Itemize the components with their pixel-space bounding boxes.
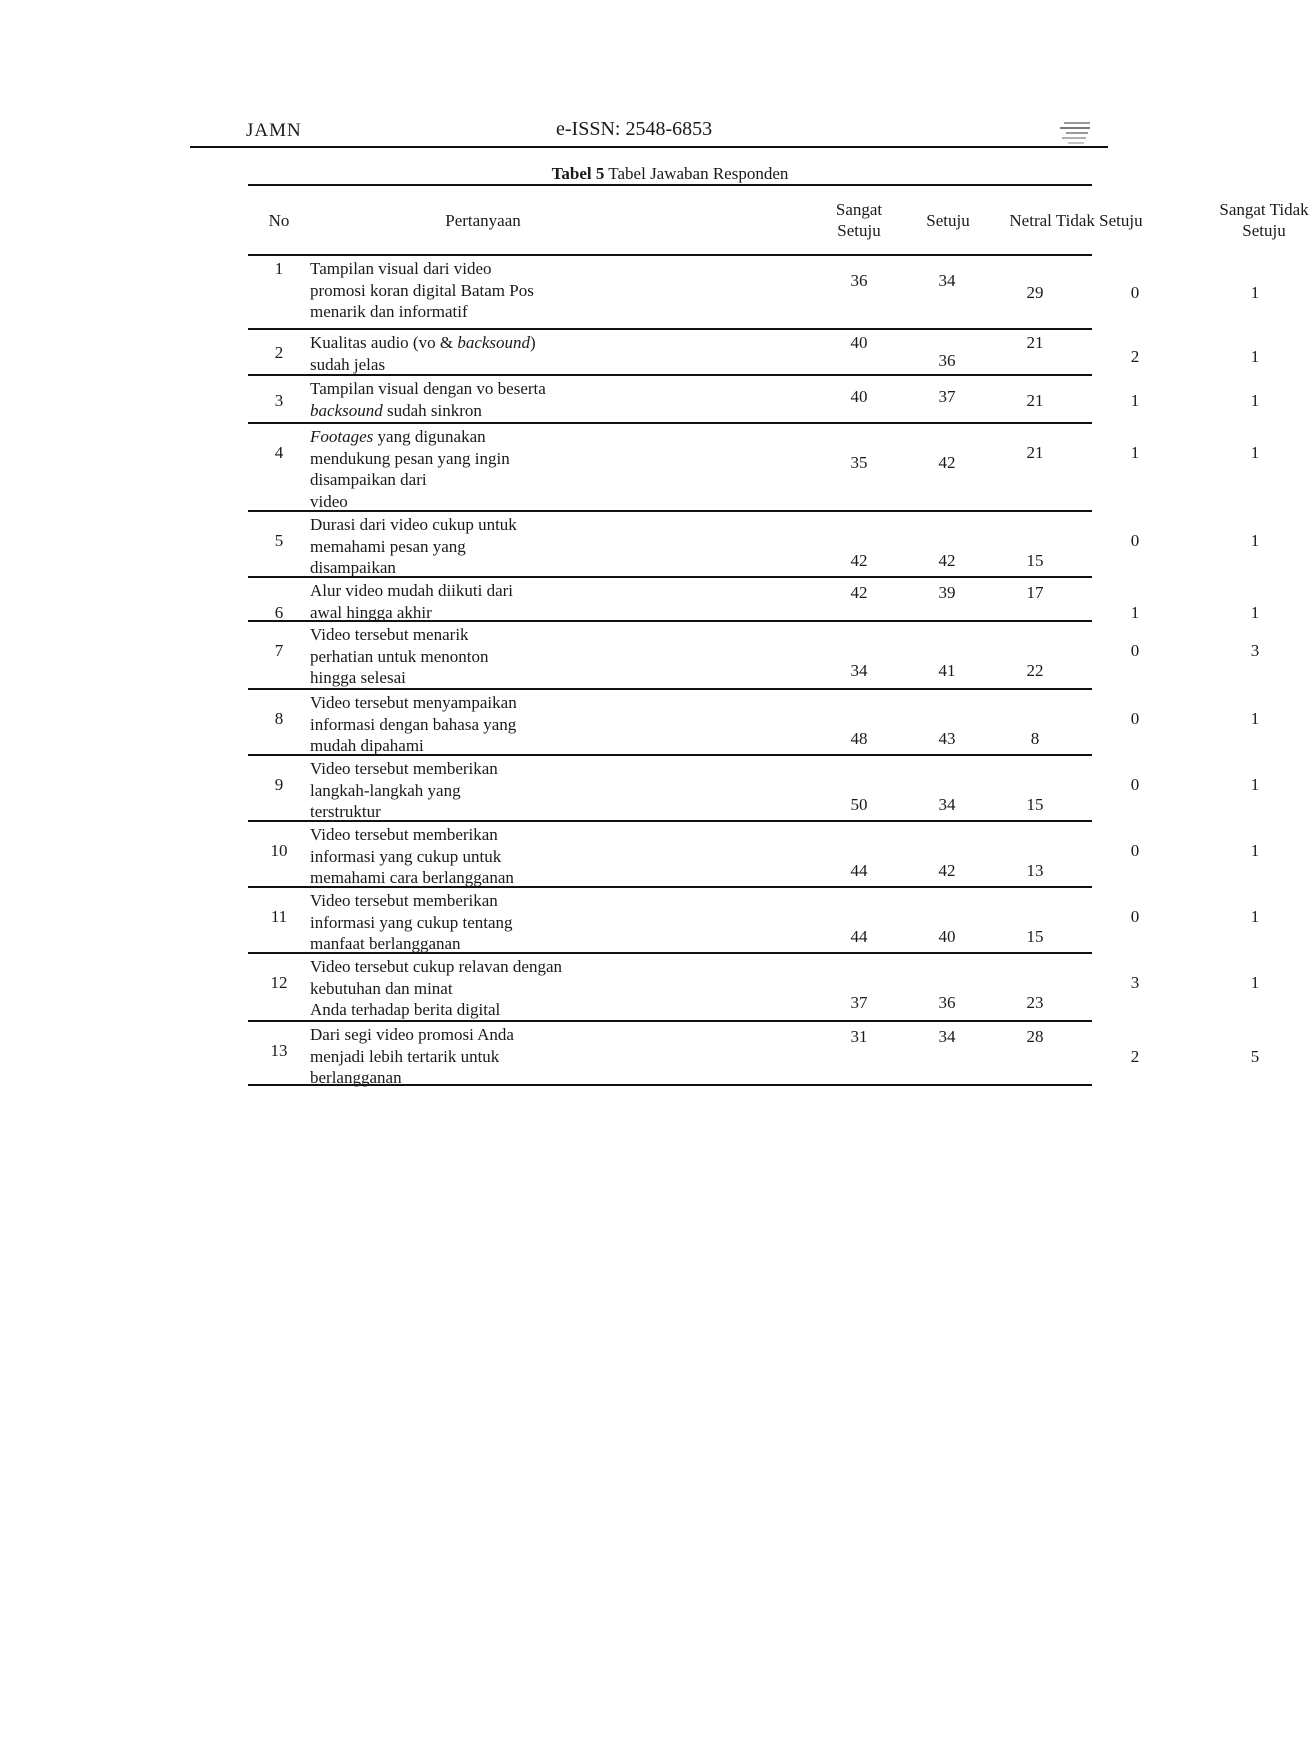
question-line: mendukung pesan yang ingin bbox=[310, 448, 510, 468]
table-row bbox=[248, 622, 1260, 690]
value-setuju: 43 bbox=[938, 729, 956, 748]
question-line: Footages yang digunakan bbox=[310, 427, 486, 446]
table-row bbox=[248, 330, 1260, 376]
value-sangat-tidak-setuju: 1 bbox=[1250, 841, 1260, 860]
value-sangat-setuju: 37 bbox=[850, 993, 868, 1012]
value-setuju: 39 bbox=[938, 583, 956, 602]
value-netral-tidak-setuju: 21 bbox=[1026, 443, 1044, 462]
value-sangat-setuju: 36 bbox=[850, 271, 868, 290]
value-netral-tidak-setuju: 17 bbox=[1026, 583, 1044, 602]
value-tidak-setuju: 0 bbox=[1130, 709, 1140, 728]
value-sangat-setuju: 34 bbox=[850, 661, 868, 680]
question-line: Alur video mudah diikuti dari bbox=[310, 581, 514, 600]
caption-title: Tabel Jawaban Responden bbox=[604, 164, 789, 183]
value-tidak-setuju: 1 bbox=[1130, 391, 1140, 410]
table-row bbox=[248, 424, 1260, 512]
value-netral-tidak-setuju: 23 bbox=[1026, 993, 1044, 1012]
row-number: 10 bbox=[270, 841, 288, 860]
value-tidak-setuju: 0 bbox=[1130, 907, 1140, 926]
question-text bbox=[310, 1024, 850, 1089]
value-tidak-setuju: 0 bbox=[1130, 531, 1140, 550]
table-row bbox=[248, 578, 1260, 622]
value-sangat-tidak-setuju: 1 bbox=[1250, 775, 1260, 794]
row-number: 13 bbox=[270, 1041, 288, 1060]
table-caption bbox=[248, 164, 1092, 184]
question-line: informasi yang cukup untuk bbox=[310, 846, 502, 866]
question-line: kebutuhan dan minat bbox=[310, 978, 453, 998]
question-line: Video tersebut menyampaikan bbox=[310, 693, 517, 712]
table-row bbox=[248, 954, 1260, 1022]
value-tidak-setuju: 0 bbox=[1130, 841, 1140, 860]
value-setuju: 34 bbox=[938, 795, 956, 814]
table-row bbox=[248, 888, 1260, 954]
value-setuju: 40 bbox=[938, 927, 956, 946]
question-text bbox=[310, 258, 850, 323]
table-row bbox=[248, 376, 1260, 424]
value-setuju: 41 bbox=[938, 661, 956, 680]
value-tidak-setuju: 2 bbox=[1130, 1047, 1140, 1066]
value-netral-tidak-setuju: 15 bbox=[1026, 795, 1044, 814]
question-text bbox=[310, 824, 850, 889]
value-netral-tidak-setuju: 15 bbox=[1026, 927, 1044, 946]
question-line: backsound sudah sinkron bbox=[310, 400, 482, 420]
question-line: Durasi dari video cukup untuk bbox=[310, 515, 517, 534]
question-line: Video tersebut cukup relavan dengan bbox=[310, 957, 562, 976]
question-text bbox=[310, 758, 850, 823]
value-sangat-tidak-setuju: 1 bbox=[1250, 531, 1260, 550]
question-line: hingga selesai bbox=[310, 668, 406, 688]
value-tidak-setuju: 0 bbox=[1130, 775, 1140, 794]
question-line: Tampilan visual dengan vo beserta bbox=[310, 379, 546, 398]
col-header-no: No bbox=[268, 210, 290, 230]
question-line: mudah dipahami bbox=[310, 736, 424, 756]
table-row bbox=[248, 690, 1260, 756]
question-text bbox=[310, 426, 850, 512]
question-line: Video tersebut menarik bbox=[310, 625, 469, 644]
question-line: memahami pesan yang bbox=[310, 536, 466, 556]
table-row bbox=[248, 256, 1260, 330]
value-sangat-setuju: 48 bbox=[850, 729, 868, 748]
value-setuju: 36 bbox=[938, 351, 956, 370]
question-line: langkah-langkah yang bbox=[310, 780, 461, 800]
value-sangat-tidak-setuju: 1 bbox=[1250, 709, 1260, 728]
value-tidak-setuju: 1 bbox=[1130, 603, 1140, 622]
italic-term: backsound bbox=[310, 400, 383, 420]
value-setuju: 36 bbox=[938, 993, 956, 1012]
col-header-sangat-setuju: Sangat Setuju bbox=[835, 200, 883, 240]
question-line: Anda terhadap berita digital bbox=[310, 1000, 501, 1020]
value-sangat-tidak-setuju: 1 bbox=[1250, 973, 1260, 992]
question-line: disampaikan bbox=[310, 558, 396, 578]
question-line: Tampilan visual dari video bbox=[310, 259, 492, 278]
table-row bbox=[248, 756, 1260, 822]
value-sangat-tidak-setuju: 1 bbox=[1250, 603, 1260, 622]
value-tidak-setuju: 2 bbox=[1130, 347, 1140, 366]
question-text bbox=[310, 514, 850, 579]
question-line: awal hingga akhir bbox=[310, 602, 432, 622]
col-header-netral-tidak-setuju: Netral Tidak Setuju bbox=[1009, 210, 1143, 230]
row-number: 3 bbox=[274, 391, 284, 410]
row-number: 7 bbox=[274, 641, 284, 660]
question-text bbox=[310, 624, 850, 689]
value-setuju: 42 bbox=[938, 861, 956, 880]
value-setuju: 34 bbox=[938, 271, 956, 290]
question-text bbox=[310, 890, 850, 955]
value-netral-tidak-setuju: 22 bbox=[1026, 661, 1044, 680]
question-line: Kualitas audio (vo & backsound) bbox=[310, 333, 536, 352]
value-sangat-tidak-setuju: 1 bbox=[1250, 907, 1260, 926]
question-line: Video tersebut memberikan bbox=[310, 825, 498, 844]
value-sangat-tidak-setuju: 1 bbox=[1250, 283, 1260, 302]
value-sangat-setuju: 35 bbox=[850, 453, 868, 472]
row-number: 2 bbox=[274, 343, 284, 362]
value-sangat-tidak-setuju: 5 bbox=[1250, 1047, 1260, 1066]
journal-issn: e-ISSN: 2548-6853 bbox=[556, 118, 713, 140]
row-number: 1 bbox=[274, 259, 284, 278]
value-sangat-setuju: 50 bbox=[850, 795, 868, 814]
value-sangat-setuju: 42 bbox=[850, 583, 868, 602]
table-header-row bbox=[248, 186, 1309, 256]
value-netral-tidak-setuju: 21 bbox=[1026, 391, 1044, 410]
question-line: Video tersebut memberikan bbox=[310, 891, 498, 910]
value-sangat-tidak-setuju: 1 bbox=[1250, 391, 1260, 410]
value-netral-tidak-setuju: 15 bbox=[1026, 551, 1044, 570]
value-tidak-setuju: 3 bbox=[1130, 973, 1140, 992]
question-line: terstruktur bbox=[310, 802, 381, 822]
header-divider bbox=[190, 146, 1108, 148]
table-row bbox=[248, 512, 1260, 578]
col-header-question: Pertanyaan bbox=[445, 210, 521, 230]
journal-name: JAMN bbox=[246, 120, 302, 141]
question-line: Dari segi video promosi Anda bbox=[310, 1025, 514, 1044]
col-header-sangat-tidak-setuju: Sangat Tidak Setuju bbox=[1219, 200, 1309, 240]
table-row bbox=[248, 1022, 1260, 1088]
row-number: 8 bbox=[274, 709, 284, 728]
value-sangat-tidak-setuju: 1 bbox=[1250, 443, 1260, 462]
italic-term: Footages bbox=[310, 427, 374, 446]
question-text bbox=[310, 956, 850, 1021]
row-number: 4 bbox=[274, 443, 284, 462]
value-netral-tidak-setuju: 29 bbox=[1026, 283, 1044, 302]
value-sangat-tidak-setuju: 1 bbox=[1250, 347, 1260, 366]
value-setuju: 34 bbox=[938, 1027, 956, 1046]
question-line: menjadi lebih tertarik untuk bbox=[310, 1046, 500, 1066]
question-text bbox=[310, 332, 850, 375]
italic-term: backsound bbox=[457, 333, 531, 352]
question-line: Video tersebut memberikan bbox=[310, 759, 498, 778]
value-sangat-setuju: 44 bbox=[850, 927, 868, 946]
question-line: menarik dan informatif bbox=[310, 302, 468, 322]
value-sangat-tidak-setuju: 3 bbox=[1250, 641, 1260, 660]
question-line: perhatian untuk menonton bbox=[310, 646, 489, 666]
question-line: berlangganan bbox=[310, 1068, 402, 1088]
question-line: memahami cara berlangganan bbox=[310, 868, 514, 888]
row-number: 9 bbox=[274, 775, 284, 794]
question-line: informasi yang cukup tentang bbox=[310, 912, 513, 932]
value-netral-tidak-setuju: 21 bbox=[1026, 333, 1044, 352]
value-sangat-setuju: 42 bbox=[850, 551, 868, 570]
question-line: sudah jelas bbox=[310, 354, 386, 374]
value-netral-tidak-setuju: 8 bbox=[1030, 729, 1040, 748]
value-tidak-setuju: 0 bbox=[1130, 283, 1140, 302]
value-setuju: 37 bbox=[938, 387, 956, 406]
value-sangat-setuju: 40 bbox=[850, 333, 868, 352]
row-number: 11 bbox=[270, 907, 288, 926]
value-tidak-setuju: 0 bbox=[1130, 641, 1140, 660]
question-text bbox=[310, 378, 850, 421]
question-line: promosi koran digital Batam Pos bbox=[310, 280, 534, 300]
row-number: 12 bbox=[270, 973, 288, 992]
col-header-setuju: Setuju bbox=[926, 210, 970, 230]
row-number: 6 bbox=[274, 603, 284, 622]
journal-logo-icon bbox=[1058, 120, 1094, 146]
value-netral-tidak-setuju: 13 bbox=[1026, 861, 1044, 880]
value-netral-tidak-setuju: 28 bbox=[1026, 1027, 1044, 1046]
value-sangat-setuju: 31 bbox=[850, 1027, 868, 1046]
question-line: video bbox=[310, 491, 348, 511]
question-text bbox=[310, 692, 850, 757]
row-number: 5 bbox=[274, 531, 284, 550]
value-sangat-setuju: 44 bbox=[850, 861, 868, 880]
value-tidak-setuju: 1 bbox=[1130, 443, 1140, 462]
question-text bbox=[310, 580, 850, 623]
value-setuju: 42 bbox=[938, 453, 956, 472]
value-sangat-setuju: 40 bbox=[850, 387, 868, 406]
caption-label: Tabel 5 bbox=[551, 164, 605, 183]
value-setuju: 42 bbox=[938, 551, 956, 570]
question-line: manfaat berlangganan bbox=[310, 934, 461, 954]
table-row bbox=[248, 822, 1260, 888]
question-line: disampaikan dari bbox=[310, 470, 427, 490]
question-line: informasi dengan bahasa yang bbox=[310, 714, 517, 734]
